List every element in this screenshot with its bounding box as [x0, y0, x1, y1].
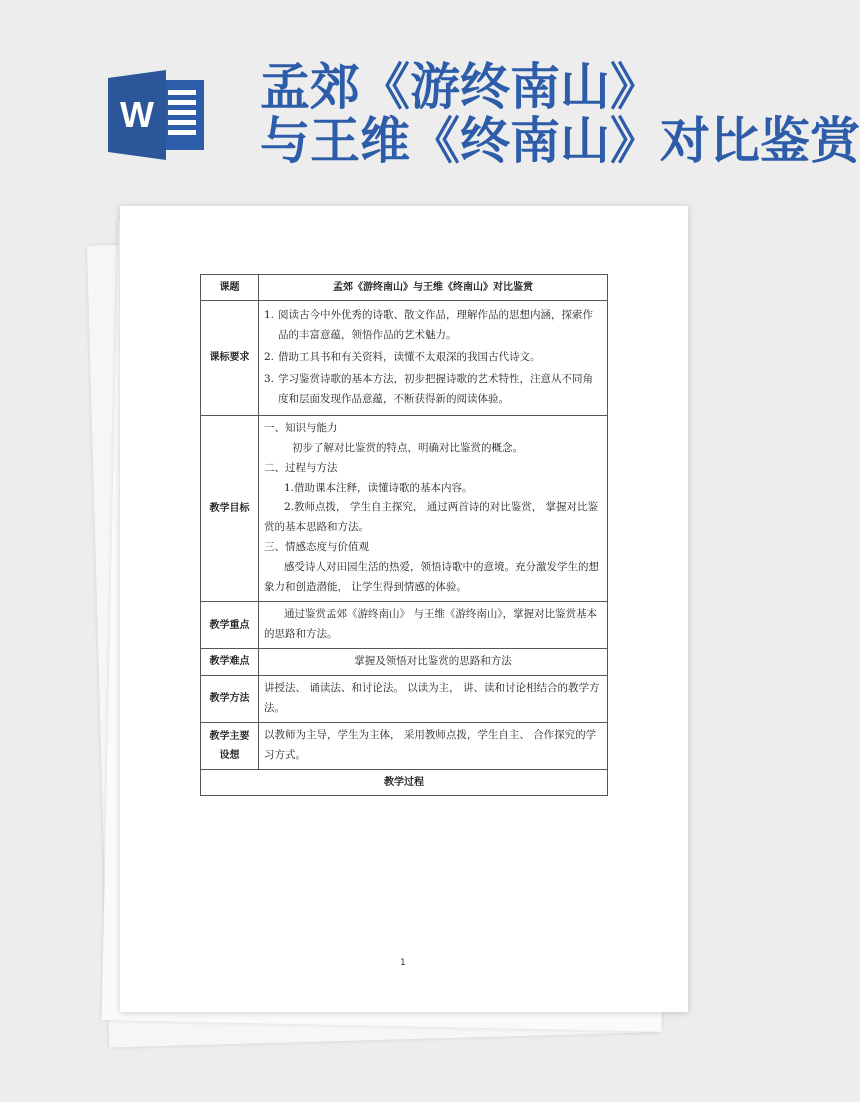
head-methods: 教学方法	[201, 675, 259, 722]
list-item	[264, 348, 602, 368]
banner-title-line1: 孟郊《游终南山》	[260, 57, 660, 116]
head-design: 教学主要设想	[201, 722, 259, 769]
head-goals: 教学目标	[201, 415, 259, 601]
table-row-title	[201, 275, 608, 301]
word-logo-letter: W	[120, 94, 154, 135]
goal-heading: 三、情感态度与价值观	[264, 541, 369, 554]
table-row-difficulty	[201, 649, 608, 676]
table-row-design	[201, 722, 608, 769]
item-text: 学习鉴赏诗歌的基本方法，初步把握诗歌的艺术特性，注意从不同角度和层面发现作品意蕴，不断获得新的阅读体验。	[278, 372, 593, 405]
item-text: 借助工具书和有关资料，读懂不太艰深的我国古代诗文。	[278, 350, 541, 363]
goal-text: 2.教师点拨， 学生自主探究， 通过两首诗的对比鉴赏， 掌握对比鉴赏的基本思路和方法。	[264, 501, 599, 534]
table-row-focus	[201, 602, 608, 649]
goal-text: 感受诗人对田园生活的热爱，领悟诗歌中的意境。充分激发学生的想象力和创造潜能， 让学生得到情感的体验。	[264, 561, 599, 594]
difficulty-cell: 掌握及领悟对比鉴赏的思路和方法	[259, 649, 608, 676]
item-number: 2.	[264, 350, 275, 363]
standards-cell	[259, 301, 608, 416]
list-item	[264, 306, 602, 346]
table-row-goals	[201, 415, 608, 601]
head-title: 课题	[201, 275, 259, 301]
list-item	[264, 370, 602, 410]
focus-cell: 通过鉴赏孟郊《游终南山》 与王维《游终南山》，掌握对比鉴赏基本的思路和方法。	[259, 602, 608, 649]
methods-cell: 讲授法、 诵读法、和讨论法。 以读为主， 讲、读和讨论相结合的教学方法。	[259, 675, 608, 722]
word-logo-icon	[108, 70, 204, 160]
design-cell: 以教师为主导，学生为主体， 采用教师点拨，学生自主、 合作探究的学习方式。	[259, 722, 608, 769]
banner-title-line2: 与王维《终南山》对比鉴赏	[260, 111, 860, 170]
item-text: 阅读古今中外优秀的诗歌、散文作品，理解作品的思想内涵，探索作品的丰富意蕴，领悟作品的艺术魅力。	[278, 309, 593, 341]
head-difficulty: 教学难点	[201, 649, 259, 676]
table-row-process	[201, 769, 608, 795]
goals-cell	[259, 415, 608, 601]
page-number: 1	[400, 958, 406, 968]
head-standards: 课标要求	[201, 301, 259, 416]
head-process: 教学过程	[201, 769, 608, 795]
table-row-methods	[201, 675, 608, 722]
goal-heading: 二、过程与方法	[264, 461, 338, 474]
item-number: 1.	[264, 309, 275, 321]
table-row-standards	[201, 301, 608, 416]
goal-text: 1.借助课本注释，读懂诗歌的基本内容。	[284, 481, 473, 494]
lesson-title: 孟郊《游终南山》与王维《终南山》对比鉴赏	[259, 275, 608, 301]
item-number: 3.	[264, 372, 275, 385]
goal-heading: 一、知识与能力	[264, 421, 338, 434]
goal-text: 初步了解对比鉴赏的特点，明确对比鉴赏的概念。	[292, 441, 523, 454]
lesson-plan-table	[200, 274, 608, 796]
document-page	[120, 206, 688, 1012]
head-focus: 教学重点	[201, 602, 259, 649]
